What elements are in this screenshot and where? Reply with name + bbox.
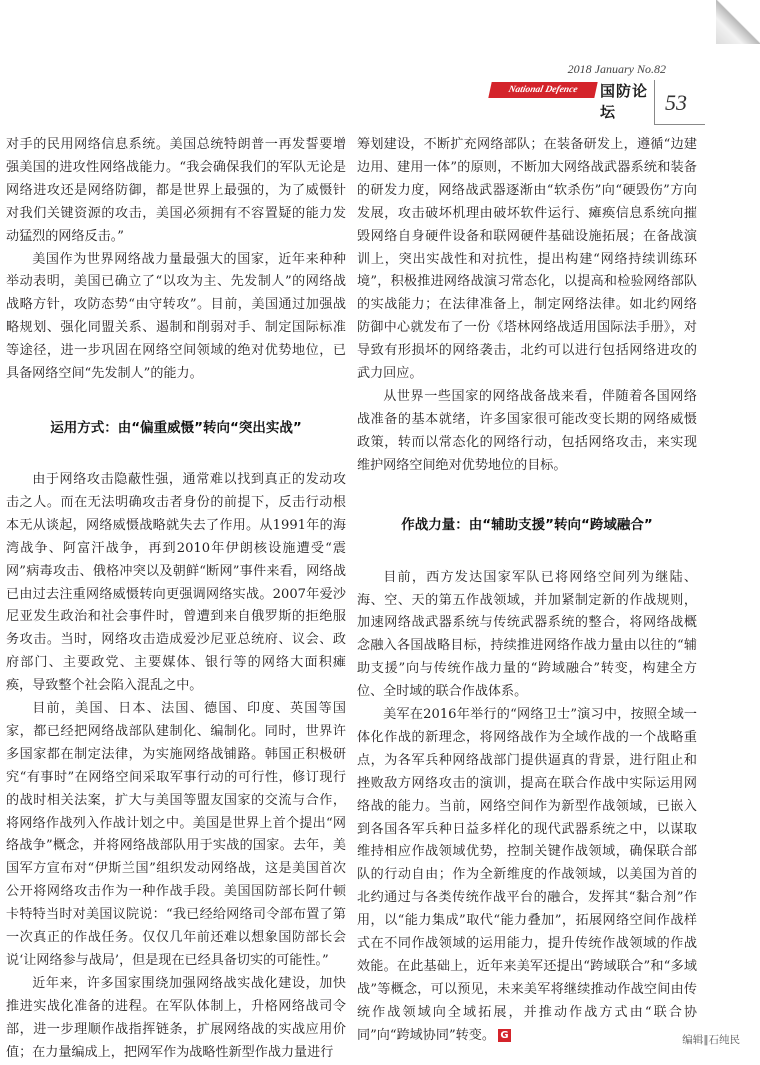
end-mark-icon: G — [498, 1029, 511, 1042]
paragraph: 从世界一些国家的网络战备战来看，伴随着各国网络战准备的基本就绪，许多国家很可能改变长期的网络威慑政策，转而以常态化的网络行动，包括网络攻击，来实现维护网络空间绝对优势地位的目标。 — [357, 388, 697, 473]
magazine-header — [490, 79, 649, 121]
last-paragraph — [357, 704, 697, 1048]
left-column — [6, 134, 346, 1065]
page-curl-decoration — [716, 0, 760, 44]
paragraph: 美国作为世界网络战力量最强大的国家，近年来种种举动表明，美国已确立了“以攻为主、先发制人”的网络战战略方针，攻防态势“由守转攻”。目前，美国通过加强战略规划、强化同盟关系、遏制和削弱对手、制定国际标准等途径，进一步巩固在网络空间领域的绝对优势地位，已具备网络空间“先发制人”的能力。 — [6, 251, 346, 382]
page-number: 53 — [665, 90, 687, 115]
right-column — [357, 134, 697, 1048]
paragraph-text: 美军在2016年举行的“网络卫士”演习中，按照全域一体化作战的新理念，将网络战作为全域作战的一个战略重点，为各军兵种网络战部门提供逼真的背景，进行阻止和挫败敌方网络攻击的演训，提高在联合作战中实际运用网络战的能力。当前，网络空间作为新型作战领域，已嵌入到各国各军兵种日益多样化的现代武器系统之中，以谋取维持相应作战领域优势，控制关键作战领域，确保联合部队的行动自由；作为全新维度的作战领域，以美国为首的北约通过与各类传统作战平台的融合，发挥其“黏合剂”作用，以“能力集成”取代“能力叠加”，拓展网络空间作战样式在不同作战领域的运用能力，提升传统作战领域的作战效能。在此基础上，近年来美军还提出“跨域联合”和“多域战”等概念，可以预见，未来美军将继续推动作战空间由传统作战领域向全域拓展，并推动作战方式由“联合协同”向“跨域协同”转变。 — [357, 707, 697, 1043]
section-title-cn: 国防论坛 — [600, 82, 649, 121]
paragraph: 目前，美国、日本、法国、德国、印度、英国等国家，都已经把网络战部队建制化、编制化。同时，世界许多国家都在制定法律，为实施网络战铺路。韩国正积极研究“有事时”在网络空间采取军事行动的可行性，修订现行的战时相关法案，扩大与美国等盟友国家的交流与合作，将网络作战列入作战计划之中。美国是世界上首个提出“网络战争”概念，并将网络战部队用于实战的国家。去年，美国军方宣布对“伊斯兰国”组织发动网络战，这是美国首次公开将网络攻击作为一种作战手段。美国国防部长阿什顿卡特特当时对美国议院说：“我已经给网络司令部布置了第一次真正的作战任务。仅仅几年前还难以想象国防部长会说‘让网络参与战局’，但是现在已经具备切实的可能性。” — [6, 701, 346, 968]
paragraph: 对手的民用网络信息系统。美国总统特朗普一再发誓要增强美国的进攻性网络战能力。“我会确保我们的军队无论是网络进攻还是网络防御，都是世界上最强的，为了威慑针对我们关键资源的攻击，美国必须拥有不容置疑的能力发动猛烈的网络反击。” — [6, 137, 346, 244]
page-number-box — [654, 80, 705, 125]
magazine-title-en: National Defence Education — [488, 82, 597, 98]
section-heading: 运用方式：由“偏重威慑”转向“突出实战” — [50, 419, 302, 436]
paragraph: 近年来，许多国家围绕加强网络战实战化建设，加快推进实战化准备的进程。在军队体制上，升格网络战司令部，进一步理顺作战指挥链条，扩展网络战的实战应用价值；在力量编成上，把网军作为战略性新型作战力量进行 — [6, 975, 346, 1060]
paragraph: 目前，西方发达国家军队已将网络空间列为继陆、海、空、天的第五作战领域，并加紧制定新的作战规则，加速网络战武器系统与传统武器系统的整合，将网络战概念融入各国战略目标，持续推进网络作战力量由以往的“辅助支援”向与传统作战力量的“跨域融合”转变，构建全方位、全时域的联合作战体系。 — [357, 569, 697, 700]
paragraph: 筹划建设，不断扩充网络部队；在装备研发上，遵循“边建边用、建用一体”的原则，不断加大网络战武器系统和装备的研发力度，网络战武器逐渐由“软杀伤”向“硬毁伤”方向发展，攻击破坏机理由破坏软件运行、瘫痪信息系统向摧毁网络自身硬件设备和联网硬件基础设施拓展；在备战演训上，突出实战性和对抗性，提出构建“网络持续训练环境”，积极推进网络战演习常态化，以提高和检验网络部队的实战能力；在法律准备上，制定网络法律。如北约网络防御中心就发布了一份《塔林网络战适用国际法手册》，对导致有形损坏的网络袭击，北约可以进行包括网络进攻的武力回应。 — [357, 137, 697, 382]
issue-label: 2018 January No.82 — [567, 62, 666, 76]
editor-credit: 编辑∥石纯民 — [682, 1034, 740, 1046]
section-heading: 作战力量：由“辅助支援”转向“跨域融合” — [401, 516, 653, 533]
paragraph: 由于网络攻击隐蔽性强，通常难以找到真正的发动攻击之人。而在无法明确攻击者身份的前提下，反击行动根本无从谈起，网络威慑战略就失去了作用。从1991年的海湾战争、阿富汗战争，再到2010年伊朗核设施遭受“震网”病毒攻击、俄格冲突以及朝鲜“断网”事件来看，网络战已由过去注重网络威慑转向更强调网络实战。2007年爱沙尼亚发生政治和社会事件时，曾遭到来自俄罗斯的拒绝服务攻击。当时，网络攻击造成爱沙尼亚总统府、议会、政府部门、主要政党、主要媒体、银行等的网络大面积瘫痪，导致整个社会陷入混乱之中。 — [6, 471, 346, 694]
